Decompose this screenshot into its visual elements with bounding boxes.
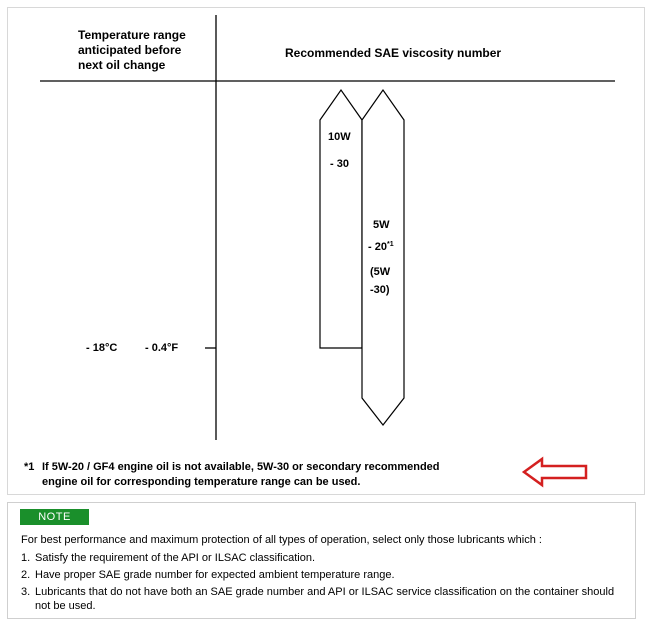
note-item-1: 1. Satisfy the requirement of the API or ILSAC classification. bbox=[21, 552, 316, 564]
note-item-3: 3. Lubricants that do not have both an SAE grade number and API or ILSAC service classification on the container should not be used. bbox=[21, 586, 615, 612]
band-5w20-label-4: -30) bbox=[370, 284, 390, 296]
footnote-line-2: engine oil for corresponding temperature range can be used. bbox=[42, 476, 361, 488]
band-10w30-label-2: - 30 bbox=[330, 158, 349, 170]
temperature-range-header: Temperature range anticipated before next oil change bbox=[78, 28, 186, 72]
band-5w20 bbox=[362, 90, 404, 425]
footnote bbox=[24, 460, 504, 490]
note-list bbox=[21, 551, 621, 616]
viscosity-header: Recommended SAE viscosity number bbox=[285, 46, 502, 60]
note-badge: NOTE bbox=[20, 509, 89, 525]
band-5w20-label-3: (5W bbox=[370, 266, 391, 278]
band-10w30 bbox=[320, 90, 362, 348]
band-10w30-label-1: 10W bbox=[328, 131, 351, 143]
note-box bbox=[7, 502, 636, 619]
band-5w20-label-2: - 20$^{*1}$ bbox=[368, 241, 394, 253]
note-item-2: 2. Have proper SAE grade number for expected ambient temperature range. bbox=[21, 569, 395, 581]
temp-celsius: - 18°C bbox=[86, 342, 118, 354]
left-arrow-icon bbox=[520, 455, 592, 489]
footnote-ref: *1 bbox=[386, 241, 394, 248]
footnote-mark: *1 bbox=[24, 461, 35, 473]
band-5w20-label-1: 5W bbox=[373, 219, 390, 231]
temp-fahrenheit: - 0.4°F bbox=[145, 342, 179, 354]
footnote-line-1: If 5W-20 / GF4 engine oil is not available, 5W-30 or secondary recommended bbox=[42, 461, 440, 473]
note-intro: For best performance and maximum protection of all types of operation, select only those lubricants which : bbox=[21, 534, 542, 546]
